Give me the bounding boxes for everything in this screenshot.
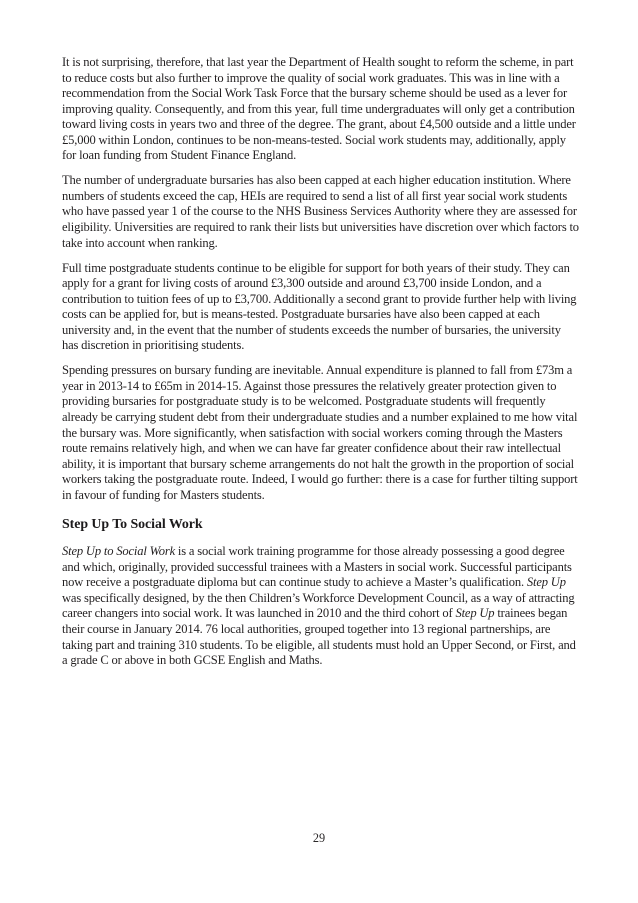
text-run: The number of undergraduate bursaries has also been capped at each higher education institution. Where numbers of students exceed the cap, HEIs are required to send a list of all first year social work students who have passed year 1 of the course to the NHS Business Services Authority where they are assessed for eligibility. Universities are required to rank their lists but universities have discretion over which factors to take into account when ranking.: [62, 173, 579, 250]
text-run: was specifically designed, by the then Children’s Workforce Development Council, as a way of attracting career changers into social work. It was launched in 2010 and the third cohort of: [62, 590, 575, 621]
text-run: It is not surprising, therefore, that last year the Department of Health sought to reform the scheme, in part to reduce costs but also further to improve the quality of social work graduates. This was in line with a recommendation from the Social Work Task Force that the bursary scheme should be used as a lever for improving quality. Consequently, and from this year, full time undergraduates will only get a contribution toward living costs in years two and three of the degree. The grant, about £4,500 outside and a little under £5,000 within London, continues to be non-means-tested. Social work students may, additionally, apply for loan funding from Student Finance England.: [62, 55, 576, 163]
italic-title-run: Step Up to Social Work: [62, 544, 176, 559]
paragraph-spending-pressures: [62, 363, 579, 503]
paragraph-postgraduate-support: [62, 261, 579, 354]
paragraph-bursary-reform: [62, 55, 579, 164]
text-run: trainees began their course in January 2014. 76 local authorities, grouped together into 13 regional partnerships, are taking part and training 310 students. To be eligible, all students must hold an Upper Second, or First, and a grade C or above in both GCSE English and Maths.: [62, 606, 576, 668]
text-run: Spending pressures on bursary funding are inevitable. Annual expenditure is planned to fall from £73m a year in 2013-14 to £65m in 2014-15. Against those pressures the relatively greater protection given to providing bursaries for postgraduate study is to be welcomed. Postgraduate students will frequently already be carrying student debt from their undergraduate studies and a number explained to me how vital the bursary was. More significantly, when satisfaction with social workers coming through the Masters route remains relatively high, and when we can have far greater confidence about their raw intellectual ability, it is important that bursary scheme arrangements do not halt the growth in the proportion of social workers taking the postgraduate route. Indeed, I would go further: there is a case for further tilting support in favour of funding for Masters students.: [62, 363, 578, 502]
paragraph-step-up-programme: [62, 544, 579, 668]
section-heading-step-up-to-social-work: Step Up To Social Work: [62, 517, 203, 533]
paragraph-undergraduate-cap: [62, 173, 579, 251]
text-run: Full time postgraduate students continue to be eligible for support for both years of their study. They can apply for a grant for living costs of around £3,300 outside and around £3,700 inside London, and a contribution to tuition fees of up to £3,700. Additionally a second grant to provide further help with living costs can be applied for, but is means-tested. Postgraduate bursaries have also been capped at each university and, in the event that the number of students exceeds the number of bursaries, the university has discretion in prioritising students.: [62, 260, 577, 353]
page-content-column: [62, 55, 579, 678]
text-run: is a social work training programme for those already possessing a good degree and which, originally, provided successful trainees with a Masters in social work. Successful participants now receive a postgraduate diploma but can continue study to achieve a Master’s qualification.: [62, 544, 572, 590]
italic-title-run: Step Up: [526, 575, 566, 590]
italic-title-run: Step Up: [455, 606, 495, 621]
page-number: 29: [312, 831, 326, 845]
